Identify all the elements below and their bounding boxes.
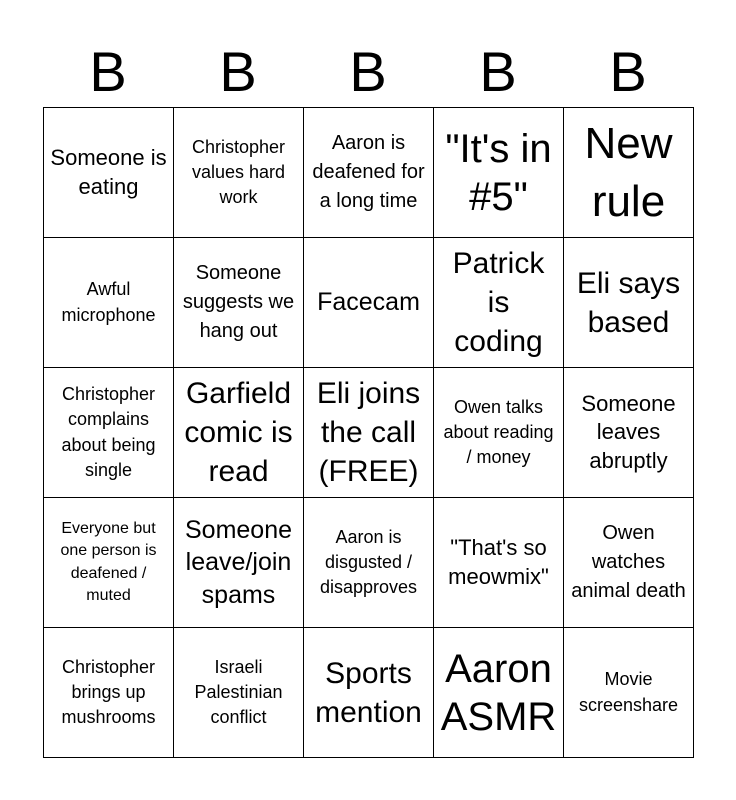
header-letter-4: B [479,40,517,103]
cell-text: Christopher complains about being single [61,384,156,480]
bingo-cell[interactable] [174,238,304,368]
bingo-cell[interactable] [564,628,694,758]
cell-text: Christopher brings up mushrooms [61,656,156,728]
cell-text: Owen talks about reading / money [443,396,554,468]
bingo-cell[interactable] [44,628,174,758]
bingo-cell[interactable] [44,108,174,238]
cell-text: Eli says based [576,266,681,339]
cell-text: Awful microphone [61,279,156,325]
bingo-cell[interactable] [174,368,304,498]
cell-text: Israeli Palestinian conflict [194,656,283,728]
bingo-cell[interactable] [434,108,564,238]
cell-text: Owen watches animal death [571,522,686,602]
cell-text: Patrick is coding [452,247,545,358]
bingo-header [43,38,693,106]
cell-text: Someone leave/join spams [184,515,293,609]
bingo-cell[interactable] [564,108,694,238]
cell-text: Aaron is deafened for a long time [312,132,425,212]
cell-text: Garfield comic is read [184,377,293,488]
cell-text: Aaron is disgusted / disapproves [319,526,418,598]
bingo-cell[interactable] [174,108,304,238]
bingo-cell[interactable] [44,238,174,368]
header-letter-5: B [609,40,647,103]
cell-text: Facecam [317,288,420,317]
bingo-cell[interactable] [434,238,564,368]
bingo-board [43,107,694,758]
cell-text: Someone suggests we hang out [182,262,295,342]
header-letter-3: B [349,40,387,103]
cell-text: "That's so meowmix" [448,534,549,589]
cell-text: Sports mention [315,656,422,729]
bingo-cell[interactable] [564,238,694,368]
bingo-cell[interactable] [304,498,434,628]
bingo-cell[interactable] [174,498,304,628]
bingo-cell[interactable] [304,108,434,238]
bingo-cell[interactable] [174,628,304,758]
bingo-cell[interactable] [304,238,434,368]
bingo-cell[interactable] [44,368,174,498]
cell-text: Everyone but one person is deafened / muted [60,519,157,604]
header-letter-2: B [219,40,257,103]
cell-text: Someone leaves abruptly [581,390,676,473]
cell-text: Christopher values hard work [191,136,286,208]
cell-text: Someone is eating [50,144,167,199]
cell-text: Eli joins the call (FREE) [316,377,421,488]
bingo-cell[interactable] [434,368,564,498]
bingo-cell[interactable] [304,368,434,498]
header-letter-1: B [89,40,127,103]
cell-text: "It's in #5" [445,126,552,219]
cell-text: New rule [584,119,673,226]
bingo-cell[interactable] [434,498,564,628]
cell-text: Aaron ASMR [440,646,557,739]
bingo-cell[interactable] [564,368,694,498]
bingo-cell[interactable] [304,628,434,758]
bingo-cell[interactable] [434,628,564,758]
bingo-cell[interactable] [564,498,694,628]
cell-text: Movie screenshare [578,669,679,715]
bingo-cell[interactable] [44,498,174,628]
